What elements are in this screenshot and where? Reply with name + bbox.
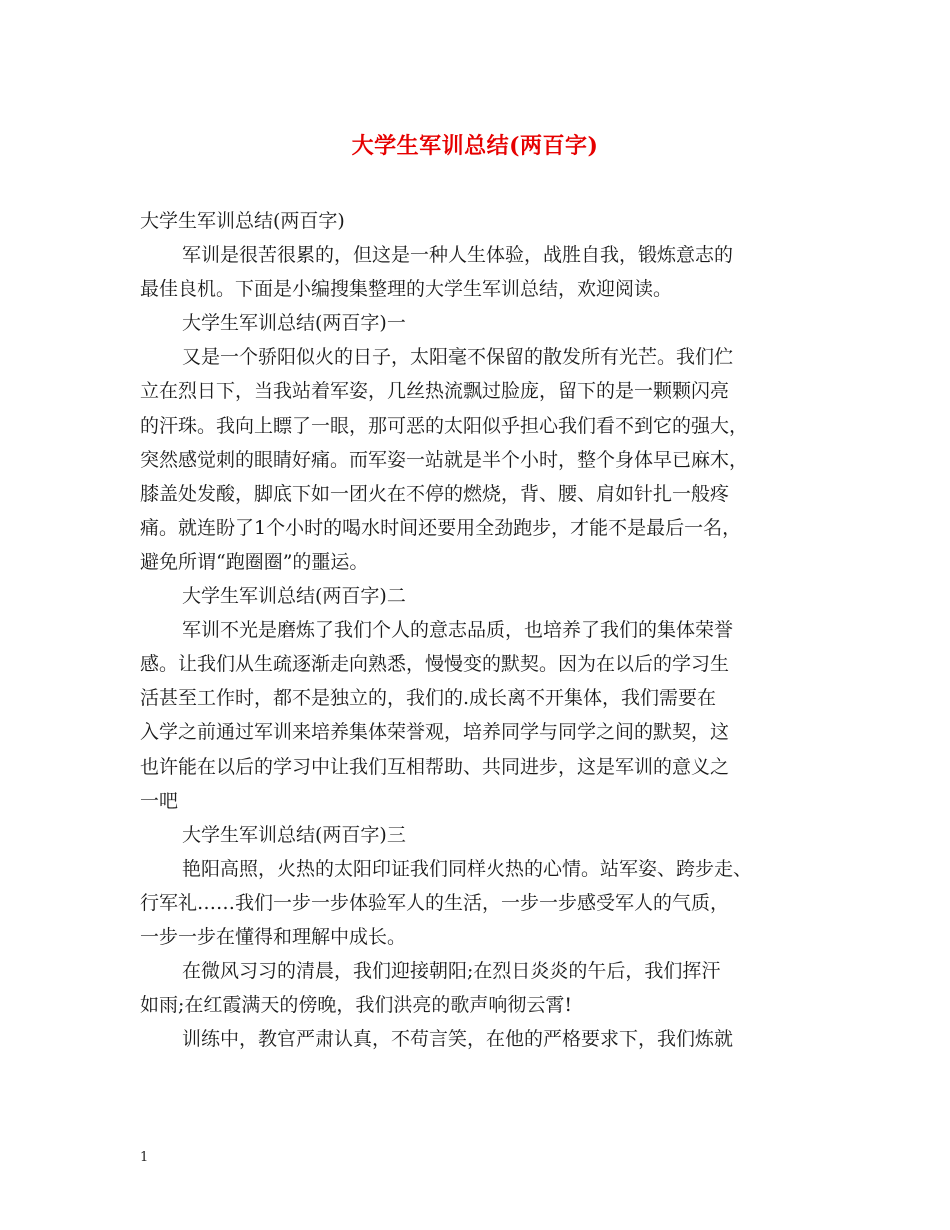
paragraph xyxy=(140,613,830,818)
paragraph-list xyxy=(140,238,830,1056)
text-line: 感。让我们从生疏逐渐走向熟悉，慢慢变的默契。因为在以后的学习生 xyxy=(140,653,730,676)
text-line: 军训是很苦很累的，但这是一种人生体验，战胜自我，锻炼意志的 xyxy=(182,244,734,267)
text-line: 又是一个骄阳似火的日子，太阳毫不保留的散发所有光芒。我们伫 xyxy=(182,346,734,369)
text-line: 一步一步在懂得和理解中成长。 xyxy=(140,925,407,948)
text-line: 痛。就连盼了1个小时的喝水时间还要用全劲跑步，才能不是最后一名， xyxy=(140,516,742,539)
text-line: 大学生军训总结(两百字)三 xyxy=(182,823,406,846)
text-line: 训练中，教官严肃认真，不苟言笑，在他的严格要求下，我们炼就 xyxy=(182,1028,734,1051)
paragraph xyxy=(140,579,830,613)
text-line: 活甚至工作时，都不是独立的，我们的.成长离不开集体，我们需要在 xyxy=(140,687,717,710)
text-line: 如雨;在红霞满天的傍晚，我们洪亮的歌声响彻云霄! xyxy=(140,994,573,1017)
page-number: 1 xyxy=(140,1150,149,1165)
document-body xyxy=(140,204,830,1056)
text-line: 突然感觉刺的眼睛好痛。而军姿一站就是半个小时，整个身体早已麻木， xyxy=(140,448,749,471)
text-line: 行军礼……我们一步一步体验军人的生活，一步一步感受军人的气质， xyxy=(140,891,730,914)
text-line: 入学之前通过军训来培养集体荣誉观，培养同学与同学之间的默契，这 xyxy=(140,721,730,744)
paragraph xyxy=(140,238,830,306)
paragraph xyxy=(140,954,830,1022)
document-title: 大学生军训总结(两百字) xyxy=(351,133,599,159)
intro-heading: 大学生军训总结(两百字) xyxy=(140,210,345,232)
text-line: 避免所谓“跑圈圈”的噩运。 xyxy=(140,550,369,573)
text-line: 艳阳高照，火热的太阳印证我们同样火热的心情。站军姿、跨步走、 xyxy=(182,857,753,880)
text-line: 最佳良机。下面是小编搜集整理的大学生军训总结，欢迎阅读。 xyxy=(140,278,673,301)
paragraph xyxy=(140,852,830,954)
text-line: 立在烈日下，当我站着军姿，几丝热流飘过脸庞，留下的是一颗颗闪亮 xyxy=(140,380,730,403)
text-line: 在微风习习的清晨，我们迎接朝阳;在烈日炎炎的午后，我们挥汗 xyxy=(182,960,721,983)
text-line: 也许能在以后的学习中让我们互相帮助、共同进步，这是军训的意义之 xyxy=(140,755,730,778)
paragraph xyxy=(140,306,830,340)
text-line: 军训不光是磨炼了我们个人的意志品质，也培养了我们的集体荣誉 xyxy=(182,619,734,642)
text-line: 大学生军训总结(两百字)一 xyxy=(182,312,406,335)
text-line: 膝盖处发酸，脚底下如一团火在不停的燃烧，背、腰、肩如针扎一般疼 xyxy=(140,482,730,505)
text-line: 一吧 xyxy=(140,789,179,812)
text-line: 大学生军训总结(两百字)二 xyxy=(182,585,406,608)
text-line: 的汗珠。我向上瞟了一眼，那可恶的太阳似乎担心我们看不到它的强大， xyxy=(140,414,749,437)
paragraph xyxy=(140,818,830,852)
paragraph xyxy=(140,1022,830,1056)
paragraph xyxy=(140,340,830,579)
